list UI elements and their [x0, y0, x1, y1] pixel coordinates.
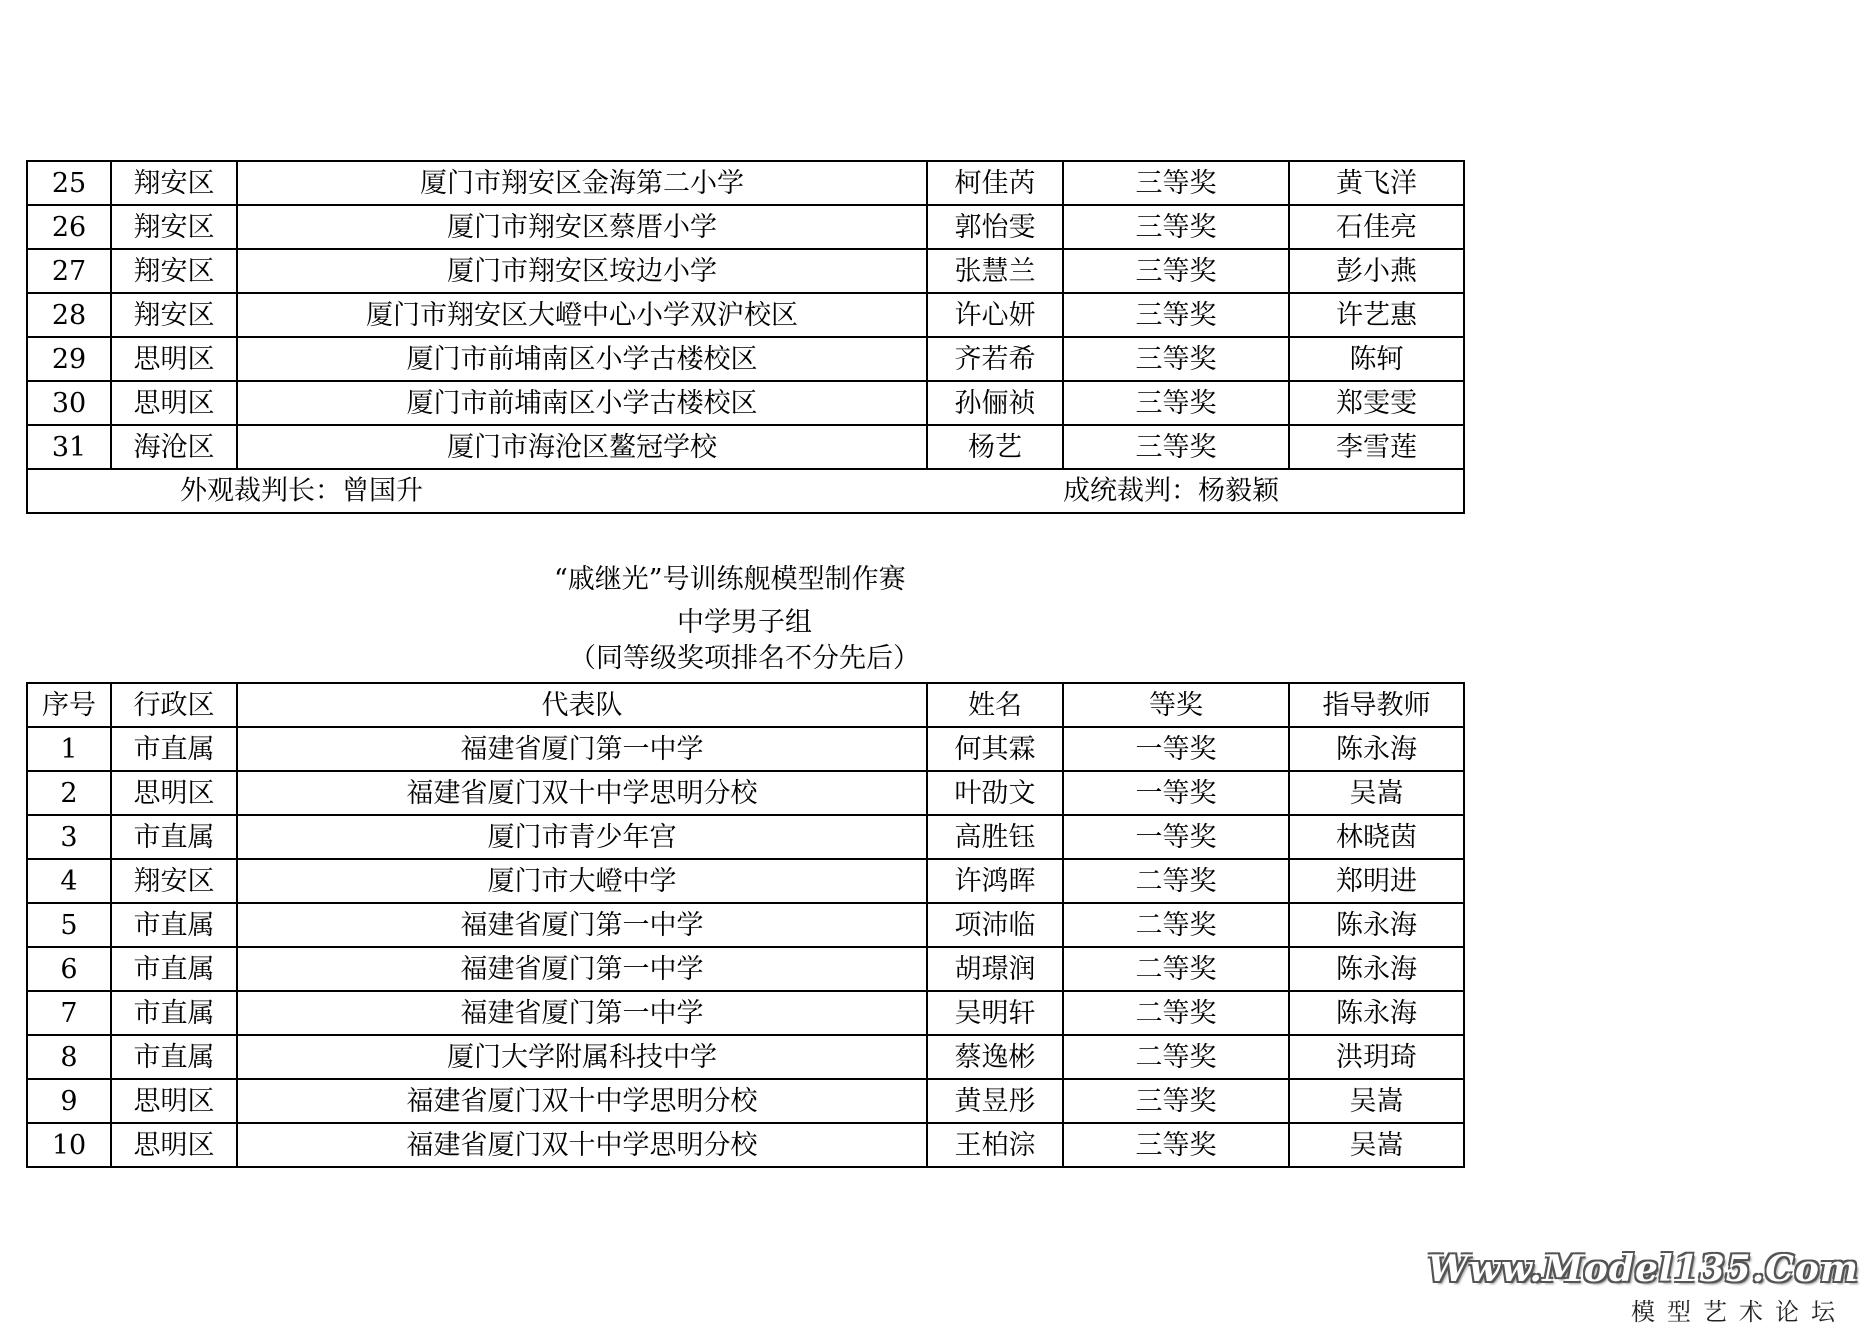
cell-award: 三等奖 — [1063, 1123, 1289, 1167]
table-row — [27, 425, 1464, 469]
cell-award: 二等奖 — [1063, 859, 1289, 903]
cell-district: 思明区 — [111, 337, 237, 381]
cell-name: 柯佳芮 — [927, 161, 1063, 205]
cell-teacher: 陈永海 — [1289, 947, 1464, 991]
cell-name: 杨艺 — [927, 425, 1063, 469]
cell-award: 三等奖 — [1063, 381, 1289, 425]
cell-index: 28 — [27, 293, 111, 337]
watermark-logo: Www.Model135.Com — [1427, 1248, 1859, 1290]
cell-team: 福建省厦门第一中学 — [237, 947, 927, 991]
header-district: 行政区 — [111, 683, 237, 727]
cell-name: 王柏淙 — [927, 1123, 1063, 1167]
cell-award: 三等奖 — [1063, 205, 1289, 249]
cell-team: 厦门市翔安区垵边小学 — [237, 249, 927, 293]
header-award: 等奖 — [1063, 683, 1289, 727]
cell-teacher: 李雪莲 — [1289, 425, 1464, 469]
cell-team: 福建省厦门双十中学思明分校 — [237, 771, 927, 815]
cell-district: 市直属 — [111, 1035, 237, 1079]
cell-index: 26 — [27, 205, 111, 249]
cell-award: 一等奖 — [1063, 815, 1289, 859]
cell-team: 厦门市翔安区大嶝中心小学双沪校区 — [237, 293, 927, 337]
cell-award: 二等奖 — [1063, 991, 1289, 1035]
judges-cell — [27, 469, 1464, 513]
cell-team: 福建省厦门第一中学 — [237, 727, 927, 771]
header-teacher: 指导教师 — [1289, 683, 1464, 727]
cell-team: 厦门市前埔南区小学古楼校区 — [237, 337, 927, 381]
cell-name: 胡璟润 — [927, 947, 1063, 991]
cell-teacher: 彭小燕 — [1289, 249, 1464, 293]
cell-teacher: 陈永海 — [1289, 991, 1464, 1035]
table-row — [27, 771, 1464, 815]
header-name: 姓名 — [927, 683, 1063, 727]
cell-index: 1 — [27, 727, 111, 771]
cell-award: 三等奖 — [1063, 337, 1289, 381]
cell-team: 厦门大学附属科技中学 — [237, 1035, 927, 1079]
table-row — [27, 1079, 1464, 1123]
header-team: 代表队 — [237, 683, 927, 727]
cell-district: 市直属 — [111, 903, 237, 947]
cell-teacher: 吴嵩 — [1289, 1079, 1464, 1123]
table-row — [27, 205, 1464, 249]
cell-team: 福建省厦门第一中学 — [237, 903, 927, 947]
cell-name: 许心妍 — [927, 293, 1063, 337]
cell-team: 厦门市翔安区金海第二小学 — [237, 161, 927, 205]
cell-teacher: 许艺惠 — [1289, 293, 1464, 337]
cell-name: 何其霖 — [927, 727, 1063, 771]
cell-district: 思明区 — [111, 771, 237, 815]
cell-name: 张慧兰 — [927, 249, 1063, 293]
cell-index: 6 — [27, 947, 111, 991]
chief-judge: 外观裁判长：曾国升 — [180, 475, 423, 507]
cell-teacher: 郑明进 — [1289, 859, 1464, 903]
cell-index: 25 — [27, 161, 111, 205]
table-row — [27, 161, 1464, 205]
cell-index: 9 — [27, 1079, 111, 1123]
cell-district: 思明区 — [111, 1079, 237, 1123]
table-row — [27, 815, 1464, 859]
cell-index: 8 — [27, 1035, 111, 1079]
cell-district: 海沧区 — [111, 425, 237, 469]
cell-district: 翔安区 — [111, 859, 237, 903]
judges-row — [27, 469, 1464, 513]
cell-teacher: 石佳亮 — [1289, 205, 1464, 249]
cell-district: 思明区 — [111, 1123, 237, 1167]
cell-team: 厦门市翔安区蔡厝小学 — [237, 205, 927, 249]
table-row — [27, 947, 1464, 991]
cell-name: 叶劭文 — [927, 771, 1063, 815]
cell-name: 高胜钰 — [927, 815, 1063, 859]
award-table-body — [27, 161, 1464, 469]
cell-team: 福建省厦门双十中学思明分校 — [237, 1079, 927, 1123]
table-row — [27, 903, 1464, 947]
cell-award: 二等奖 — [1063, 1035, 1289, 1079]
cell-index: 4 — [27, 859, 111, 903]
cell-award: 一等奖 — [1063, 771, 1289, 815]
cell-district: 翔安区 — [111, 293, 237, 337]
cell-name: 齐若希 — [927, 337, 1063, 381]
header-index: 序号 — [27, 683, 111, 727]
cell-district: 市直属 — [111, 991, 237, 1035]
cell-award: 二等奖 — [1063, 947, 1289, 991]
cell-teacher: 陈永海 — [1289, 727, 1464, 771]
cell-name: 吴明轩 — [927, 991, 1063, 1035]
ranking-note: （同等级奖项排名不分先后） — [569, 643, 920, 674]
cell-award: 三等奖 — [1063, 293, 1289, 337]
cell-award: 三等奖 — [1063, 1079, 1289, 1123]
cell-district: 市直属 — [111, 727, 237, 771]
cell-team: 厦门市大嶝中学 — [237, 859, 927, 903]
cell-teacher: 吴嵩 — [1289, 1123, 1464, 1167]
cell-teacher: 黄飞洋 — [1289, 161, 1464, 205]
table-row — [27, 249, 1464, 293]
cell-district: 市直属 — [111, 947, 237, 991]
watermark-forum-name: 模型艺术论坛 — [1631, 1298, 1847, 1326]
table-row — [27, 859, 1464, 903]
cell-district: 翔安区 — [111, 205, 237, 249]
cell-award: 二等奖 — [1063, 903, 1289, 947]
cell-name: 项沛临 — [927, 903, 1063, 947]
cell-teacher: 郑雯雯 — [1289, 381, 1464, 425]
table-row — [27, 727, 1464, 771]
cell-name: 孙俪祯 — [927, 381, 1063, 425]
cell-name: 蔡逸彬 — [927, 1035, 1063, 1079]
table-header-row — [27, 683, 1464, 727]
cell-index: 2 — [27, 771, 111, 815]
competition-title: “戚继光”号训练舰模型制作赛 — [554, 564, 906, 595]
cell-index: 5 — [27, 903, 111, 947]
award-table-middle-school-boys — [26, 682, 1465, 1168]
cell-teacher: 吴嵩 — [1289, 771, 1464, 815]
award-table-body — [27, 727, 1464, 1167]
cell-district: 翔安区 — [111, 249, 237, 293]
cell-district: 翔安区 — [111, 161, 237, 205]
table-row — [27, 381, 1464, 425]
cell-teacher: 洪玥琦 — [1289, 1035, 1464, 1079]
cell-award: 三等奖 — [1063, 161, 1289, 205]
award-table-continued — [26, 160, 1465, 514]
cell-team: 厦门市前埔南区小学古楼校区 — [237, 381, 927, 425]
cell-index: 31 — [27, 425, 111, 469]
cell-teacher: 陈永海 — [1289, 903, 1464, 947]
cell-index: 3 — [27, 815, 111, 859]
table-row — [27, 337, 1464, 381]
table-row — [27, 991, 1464, 1035]
cell-district: 思明区 — [111, 381, 237, 425]
cell-team: 厦门市海沧区鳌冠学校 — [237, 425, 927, 469]
table-row — [27, 1035, 1464, 1079]
cell-index: 10 — [27, 1123, 111, 1167]
cell-team: 厦门市青少年宫 — [237, 815, 927, 859]
cell-award: 三等奖 — [1063, 249, 1289, 293]
cell-index: 30 — [27, 381, 111, 425]
cell-name: 许鸿晖 — [927, 859, 1063, 903]
cell-index: 29 — [27, 337, 111, 381]
cell-award: 三等奖 — [1063, 425, 1289, 469]
cell-team: 福建省厦门第一中学 — [237, 991, 927, 1035]
cell-teacher: 林晓茵 — [1289, 815, 1464, 859]
table-row — [27, 293, 1464, 337]
cell-award: 一等奖 — [1063, 727, 1289, 771]
cell-name: 郭怡雯 — [927, 205, 1063, 249]
table-row — [27, 1123, 1464, 1167]
group-title: 中学男子组 — [677, 607, 812, 638]
score-judge: 成统裁判：杨毅颖 — [1063, 475, 1279, 507]
cell-name: 黄昱彤 — [927, 1079, 1063, 1123]
cell-teacher: 陈轲 — [1289, 337, 1464, 381]
cell-team: 福建省厦门双十中学思明分校 — [237, 1123, 927, 1167]
cell-district: 市直属 — [111, 815, 237, 859]
cell-index: 7 — [27, 991, 111, 1035]
cell-index: 27 — [27, 249, 111, 293]
